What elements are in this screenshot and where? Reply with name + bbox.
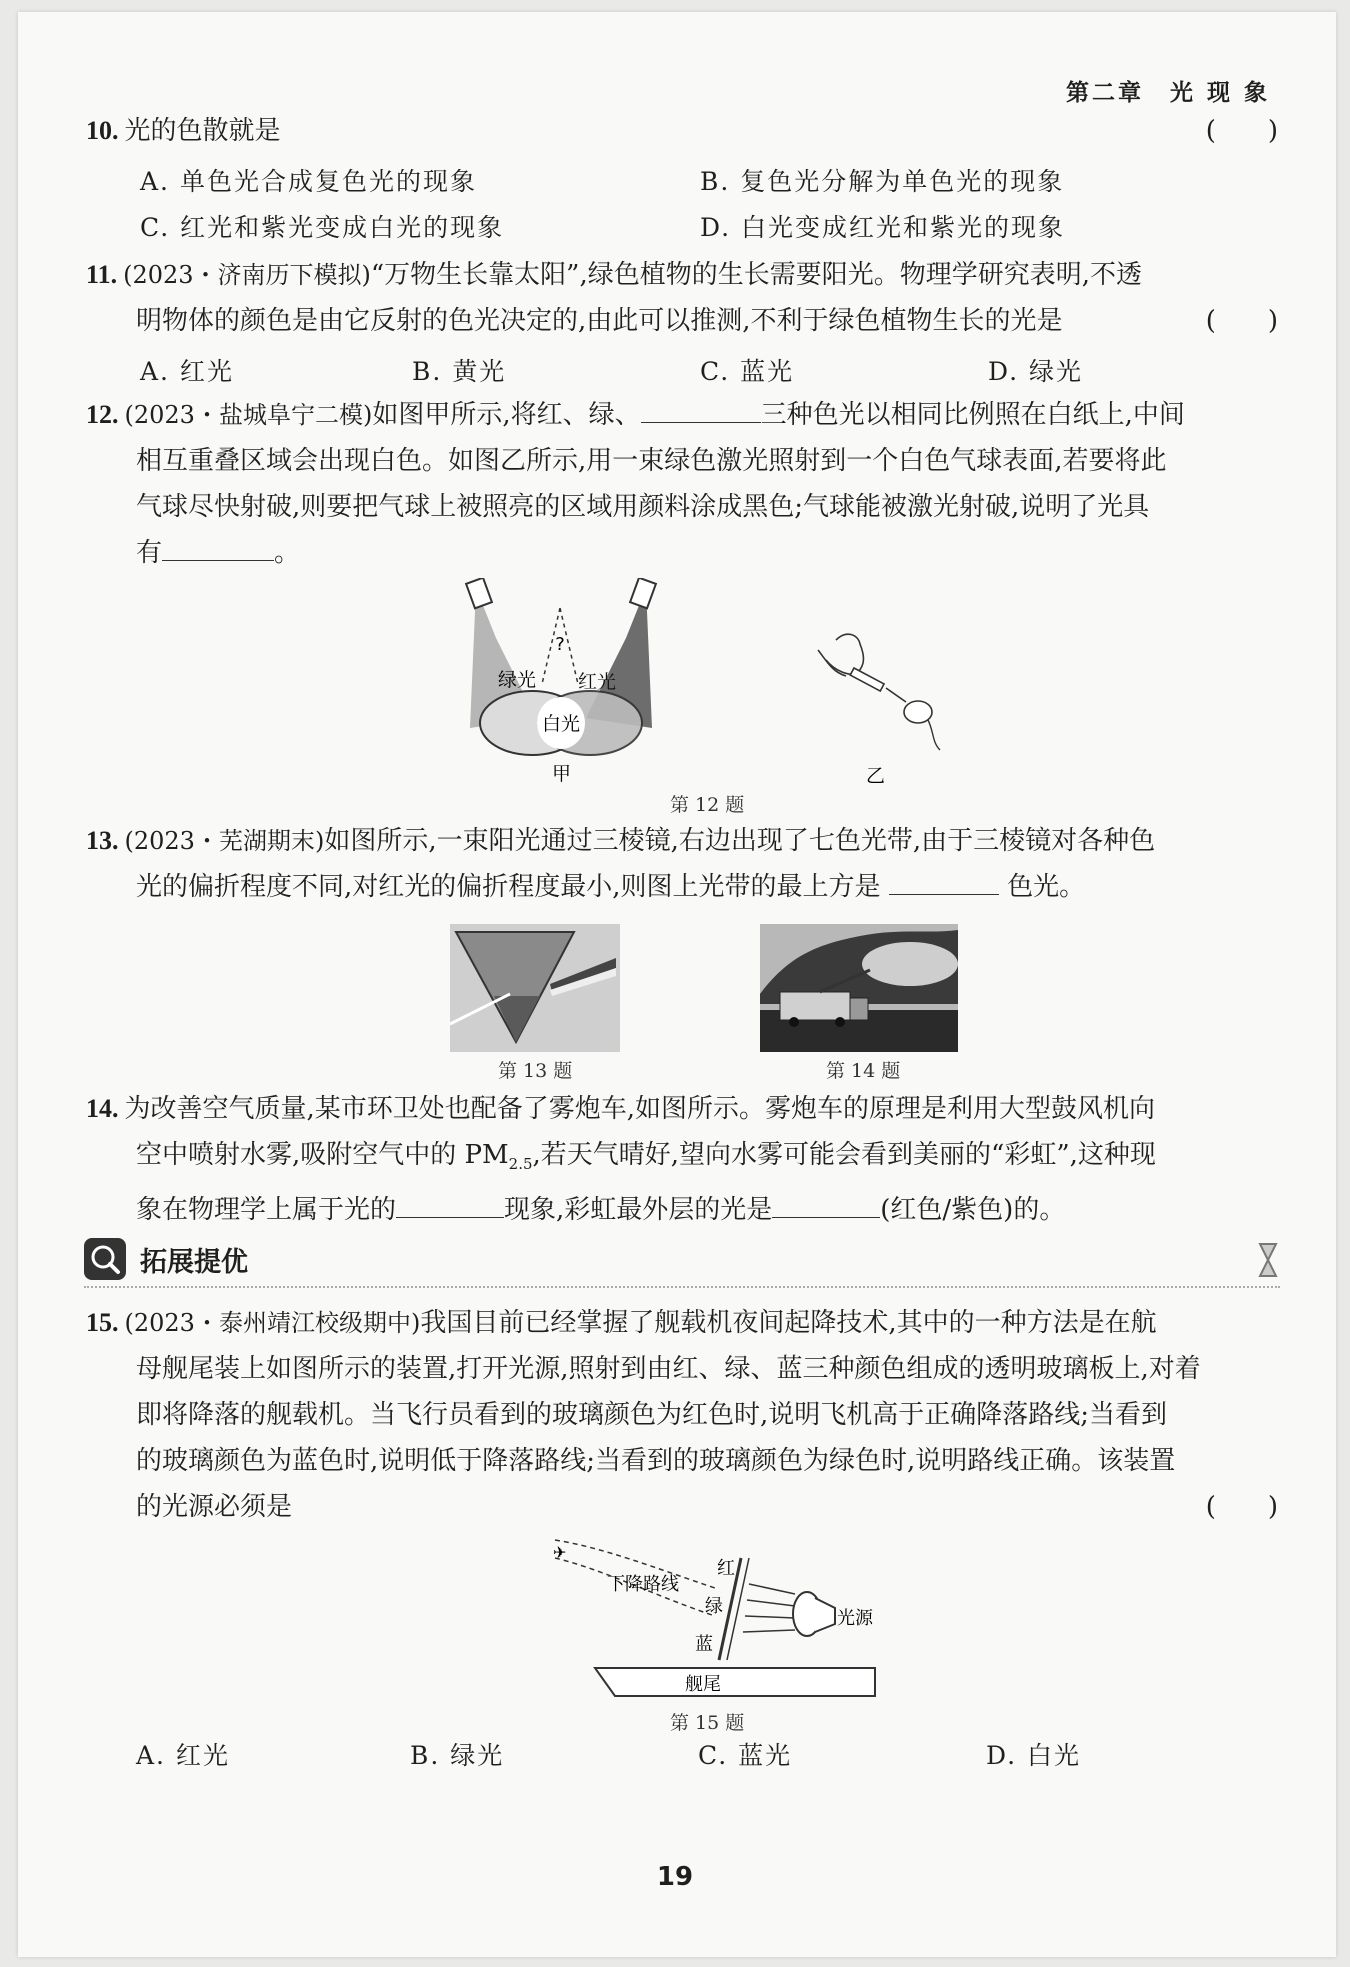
figure-label-a: 甲 [552, 763, 572, 785]
question-text: (红色/紫色)的。 [880, 1195, 1066, 1226]
balloon [904, 701, 932, 723]
question-text-line: “万物生长靠太阳”,绿色植物的生长需要阳光。物理学研究表明,不透 [370, 260, 1143, 290]
answer-blank[interactable] [396, 1187, 504, 1218]
option-a: A. 单色光合成复色光的现象 [140, 167, 477, 196]
question-text-line: 相互重叠区域会出现白色。如图乙所示,用一束绿色激光照射到一个白色气球表面,若要将此 [136, 446, 1167, 476]
light-source-body [815, 1598, 835, 1632]
balloon-string [928, 720, 940, 750]
truck-wheel [789, 1017, 799, 1027]
question-text: 。 [274, 538, 301, 568]
question-stem: 光的色散就是 [124, 116, 281, 146]
option-d: D. 绿光 [988, 357, 1084, 386]
blue-glass-label: 蓝 [695, 1634, 713, 1655]
descent-path-label: 下降路线 [607, 1574, 679, 1595]
question-text-line: 明物体的颜色是由它反射的色光决定的,由此可以推测,不利于绿色植物生长的光是 [136, 306, 1063, 336]
subscript: 2.5 [508, 1155, 533, 1174]
light-source-label: 光源 [837, 1608, 873, 1629]
green-light-label: 绿光 [498, 669, 537, 691]
question-source: (2023・济南历下模拟) [123, 261, 371, 289]
red-light-label: 红光 [578, 671, 617, 693]
question-number: 13. [86, 826, 119, 855]
question-source: (2023・盐城阜宁二模) [124, 401, 373, 429]
question-text: 三种色光以相同比例照在白纸上,中间 [760, 400, 1185, 430]
question-source: (2023・芜湖期末) [124, 827, 325, 855]
answer-blank[interactable] [889, 864, 999, 895]
answer-blank[interactable] [162, 530, 274, 561]
question-source: (2023・泰州靖江校级期中) [124, 1309, 421, 1337]
question-text: 空中喷射水雾,吸附空气中的 PM [136, 1140, 509, 1170]
answer-paren: ( ) [1205, 1492, 1278, 1522]
red-lamp [630, 578, 656, 608]
figure-15-landing-device [545, 1528, 885, 1708]
question-text: ,若天气晴好,望向水雾可能会看到美丽的“彩虹”,这种现 [532, 1140, 1156, 1170]
light-rays [743, 1584, 795, 1632]
page-number: 19 [656, 1862, 694, 1892]
question-text: 如图甲所示,将红、绿、 [372, 400, 641, 430]
question-text: 光的偏折程度不同,对红光的偏折程度最小,则图上光带的最上方是 [136, 872, 881, 902]
question-text-line: 的光源必须是 [136, 1492, 293, 1522]
question-13 [86, 818, 1278, 910]
green-glass-label: 绿 [705, 1596, 723, 1617]
question-text-line: 如图所示,一束阳光通过三棱镜,右边出现了七色光带,由于三棱镜对各种色 [324, 826, 1156, 856]
question-mark-label: ? [555, 634, 565, 655]
laser-beam [886, 688, 906, 702]
answer-blank[interactable] [772, 1187, 880, 1218]
figure-label-b: 乙 [866, 765, 886, 787]
question-15 [86, 1300, 1278, 1530]
figure-12-b [806, 620, 956, 790]
section-title: 拓展提优 [140, 1247, 248, 1278]
chapter-header: 第二章 光 现 象 [1065, 80, 1270, 106]
option-c: C. 红光和紫光变成白光的现象 [140, 213, 505, 242]
white-light-label: 白光 [542, 713, 581, 735]
figure-caption: 第 12 题 [670, 794, 745, 816]
figure-caption: 第 15 题 [670, 1712, 745, 1734]
question-number: 11. [86, 260, 118, 289]
question-text-line: 气球尽快射破,则要把气球上被照亮的区域用颜料涂成黑色;气球能被激光射破,说明了光具 [136, 492, 1150, 522]
figure-caption: 第 13 题 [498, 1060, 573, 1082]
option-c: C. 蓝光 [698, 1741, 793, 1770]
hourglass-icon [1256, 1242, 1280, 1278]
question-text-line: 我国目前已经掌握了舰载机夜间起降技术,其中的一种方法是在航 [420, 1308, 1157, 1338]
figure-12-a [460, 578, 660, 788]
option-d: D. 白光变成红光和紫光的现象 [700, 213, 1066, 242]
question-text: 现象,彩虹最外层的光是 [504, 1195, 773, 1226]
magnifier-icon [84, 1238, 126, 1280]
question-text: 象在物理学上属于光的 [136, 1195, 397, 1226]
answer-paren: ( ) [1205, 116, 1278, 146]
question-14 [86, 1086, 1278, 1233]
option-b: B. 绿光 [410, 1741, 505, 1770]
question-number: 12. [86, 400, 119, 429]
option-b: B. 黄光 [412, 357, 507, 386]
option-a: A. 红光 [140, 357, 234, 386]
figure-caption: 第 14 题 [826, 1060, 901, 1082]
question-text-line: 即将降落的舰载机。当飞行员看到的玻璃颜色为红色时,说明飞机高于正确降落路线;当看到 [136, 1400, 1168, 1430]
truck-wheel [835, 1017, 845, 1027]
ship-stern-label: 舰尾 [685, 1674, 721, 1695]
question-text: 色光。 [1007, 872, 1086, 902]
question-12 [86, 392, 1278, 576]
plane-icon: ✈ [553, 1543, 567, 1562]
figure-13-prism [450, 924, 620, 1052]
green-lamp [466, 578, 492, 608]
option-b: B. 复色光分解为单色光的现象 [700, 167, 1065, 196]
water-mist [862, 942, 958, 986]
question-number: 10. [86, 116, 119, 145]
question-text-line: 为改善空气质量,某市环卫处也配备了雾炮车,如图所示。雾炮车的原理是利用大型鼓风机向 [124, 1094, 1156, 1124]
answer-blank[interactable] [641, 392, 761, 423]
truck-cab [850, 998, 868, 1020]
question-text: 有 [136, 538, 163, 568]
question-number: 14. [86, 1094, 119, 1123]
truck-body [780, 992, 850, 1020]
option-d: D. 白光 [986, 1741, 1082, 1770]
section-header [84, 1234, 1280, 1288]
laser-pointer [850, 668, 884, 691]
answer-paren: ( ) [1205, 306, 1278, 336]
question-11 [86, 252, 1278, 344]
ship-stern [595, 1668, 875, 1696]
figure-14-fog-truck [760, 924, 958, 1052]
question-text-line: 的玻璃颜色为蓝色时,说明低于降落路线;当看到的玻璃颜色为绿色时,说明路线正确。该装置 [136, 1446, 1176, 1476]
option-c: C. 蓝光 [700, 357, 795, 386]
option-a: A. 红光 [136, 1741, 230, 1770]
red-glass-label: 红 [717, 1558, 735, 1579]
question-10 [86, 108, 1278, 154]
question-text-line: 母舰尾装上如图所示的装置,打开光源,照射到由红、绿、蓝三种颜色组成的透明玻璃板上,对着 [136, 1354, 1201, 1384]
question-number: 15. [86, 1308, 119, 1337]
